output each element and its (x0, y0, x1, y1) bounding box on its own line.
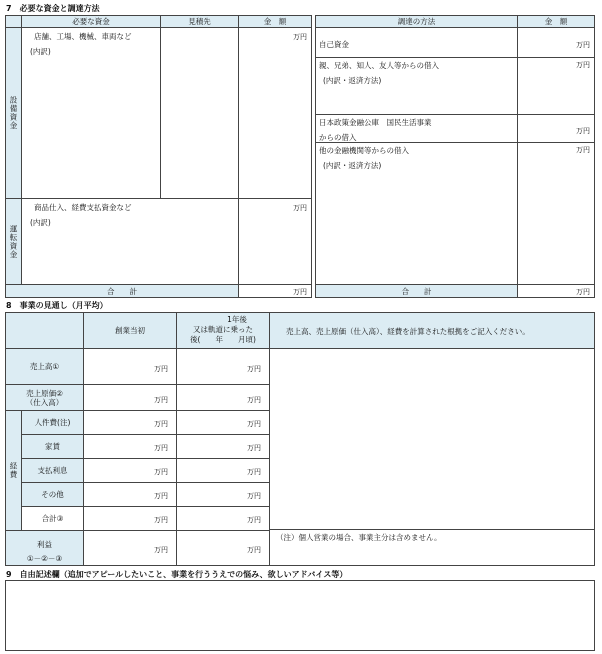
need-header: 必要な資金 (21, 15, 161, 28)
equipment-note: (内訳) (30, 47, 51, 56)
section9-title: 9 自由記述欄（追加でアピールしたいこと、事業を行ううえでの悩み、欲しいアドバイス等） (6, 570, 348, 579)
col-year-header (176, 312, 270, 349)
equipment-category-label: 設備資金 (9, 96, 18, 130)
operating-category (5, 198, 22, 285)
personnel-start-cell[interactable] (83, 410, 177, 435)
row-expense-total-label: 合計③ (21, 506, 84, 531)
operating-note: (内訳) (30, 218, 51, 227)
equipment-category (5, 27, 22, 199)
unit-label: 万円 (154, 365, 168, 373)
unit-label: 万円 (154, 444, 168, 452)
equipment-unit: 万円 (293, 33, 307, 41)
personnel-later-cell[interactable] (176, 410, 270, 435)
operating-amount-cell[interactable] (238, 198, 312, 285)
other-start-cell[interactable] (83, 482, 177, 507)
unit-label: 万円 (247, 420, 261, 428)
unit-label: 万円 (154, 516, 168, 524)
family-loan-unit: 万円 (576, 61, 590, 69)
outlook-note: （注）個人営業の場合、事業主分は含めません。 (276, 533, 442, 542)
method-other-loan-label: 他の金融機関等からの借入 (319, 146, 409, 155)
method-own-funds-label: 自己資金 (319, 40, 349, 49)
method-own-funds[interactable] (315, 27, 518, 58)
operating-unit: 万円 (293, 204, 307, 212)
section8-title: 8 事業の見通し（月平均） (6, 301, 108, 310)
rent-start-cell[interactable] (83, 434, 177, 459)
row-other-label: その他 (21, 482, 84, 507)
unit-label: 万円 (154, 420, 168, 428)
method-jfc-loan-sub: からの借入 (319, 133, 357, 142)
profit-later-cell[interactable] (176, 530, 270, 566)
row-profit-formula: ①－②－③ (26, 554, 63, 563)
rent-later-cell[interactable] (176, 434, 270, 459)
unit-label: 万円 (247, 546, 261, 554)
needed-total-unit: 万円 (293, 288, 307, 296)
unit-label: 万円 (247, 444, 261, 452)
col-start-header: 創業当初 (83, 312, 177, 349)
unit-label: 万円 (154, 492, 168, 500)
unit-label: 万円 (154, 546, 168, 554)
section7-title: 7 必要な資金と調達方法 (6, 4, 100, 13)
col-year-line2: 又は軌道に乗った (193, 325, 253, 334)
own-funds-unit: 万円 (576, 41, 590, 49)
row-sales-label: 売上高① (5, 348, 84, 385)
row-profit-label: 利益 (37, 540, 52, 549)
operating-category-label: 運転資金 (9, 224, 18, 259)
row-profit (5, 530, 84, 566)
equipment-item: 店舗、工場、機械、車両など (34, 32, 132, 41)
method-total-amount[interactable] (517, 284, 595, 298)
method-family-loan-sub: (内訳・返済方法) (323, 76, 382, 85)
col-year-line1: 1年後 (227, 315, 247, 324)
sales-start-cell[interactable] (83, 348, 177, 385)
expense-total-start-cell[interactable] (83, 506, 177, 531)
method-own-funds-amount[interactable] (517, 27, 595, 58)
outlook-corner (5, 312, 84, 349)
unit-label: 万円 (154, 468, 168, 476)
col-year-line3: 後( 年 月頃) (190, 335, 256, 344)
method-total-unit: 万円 (576, 288, 590, 296)
free-description-input[interactable] (5, 580, 595, 651)
method-amount-header: 金 額 (517, 15, 595, 28)
unit-label: 万円 (247, 365, 261, 373)
operating-item-cell[interactable] (21, 198, 239, 285)
row-personnel-label: 人件費(注) (21, 410, 84, 435)
amount-header: 金 額 (238, 15, 312, 28)
expense-group (5, 410, 22, 531)
estimate-header: 見積先 (160, 15, 239, 28)
profit-start-cell[interactable] (83, 530, 177, 566)
other-loan-unit: 万円 (576, 146, 590, 154)
basis-header: 売上高、売上原価（仕入高）、経費を計算された根拠をご記入ください。 (269, 312, 595, 349)
row-interest-label: 支払利息 (21, 458, 84, 483)
cost-later-cell[interactable] (176, 384, 270, 411)
unit-label: 万円 (154, 396, 168, 404)
equipment-item-cell[interactable] (21, 27, 161, 199)
interest-start-cell[interactable] (83, 458, 177, 483)
method-other-loan-sub: (内訳・返済方法) (323, 161, 382, 170)
method-jfc-loan[interactable] (315, 114, 518, 143)
other-later-cell[interactable] (176, 482, 270, 507)
equipment-amount-cell[interactable] (238, 27, 312, 199)
interest-later-cell[interactable] (176, 458, 270, 483)
method-family-loan-amount[interactable] (517, 57, 595, 115)
method-jfc-loan-amount[interactable] (517, 114, 595, 143)
operating-item: 商品仕入、経費支払資金など (34, 203, 132, 212)
basis-input[interactable] (269, 348, 595, 530)
jfc-loan-unit: 万円 (576, 127, 590, 135)
unit-label: 万円 (247, 516, 261, 524)
method-total-label: 合 計 (315, 284, 518, 298)
unit-label: 万円 (247, 396, 261, 404)
row-cost-label: 売上原価② （仕入高） (5, 384, 84, 411)
method-jfc-loan-label: 日本政策金融公庫 国民生活事業 (319, 118, 432, 127)
needed-total-label: 合 計 (5, 284, 239, 298)
sales-later-cell[interactable] (176, 348, 270, 385)
unit-label: 万円 (247, 468, 261, 476)
equipment-estimate-cell[interactable] (160, 27, 239, 199)
expense-group-label: 経費 (9, 462, 18, 479)
needed-total-amount[interactable] (238, 284, 312, 298)
method-family-loan[interactable] (315, 57, 518, 115)
method-family-loan-label: 親、兄弟、知人、友人等からの借入 (319, 61, 439, 70)
cost-start-cell[interactable] (83, 384, 177, 411)
method-other-loan[interactable] (315, 142, 518, 285)
row-rent-label: 家賃 (21, 434, 84, 459)
method-header: 調達の方法 (315, 15, 518, 28)
expense-total-later-cell[interactable] (176, 506, 270, 531)
method-other-loan-amount[interactable] (517, 142, 595, 285)
unit-label: 万円 (247, 492, 261, 500)
